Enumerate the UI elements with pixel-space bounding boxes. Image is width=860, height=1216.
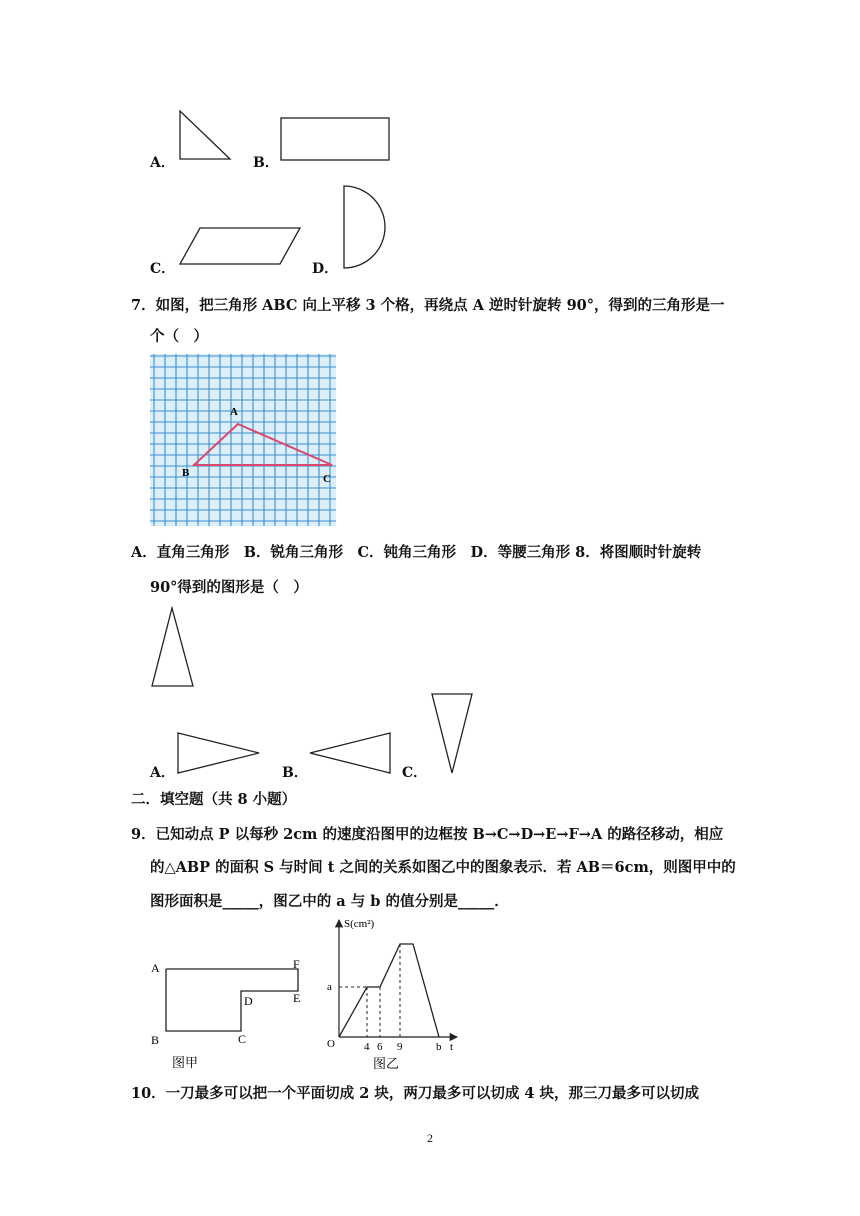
semicircle-shape [340, 183, 392, 271]
q10-line-1: 10．一刀最多可以把一个平面切成 2 块，两刀最多可以切成 4 块，那三刀最多可以切成 [131, 1085, 700, 1102]
page-number: 2 [427, 1131, 433, 1145]
tall-triangle-original [150, 606, 196, 690]
figure-yi [322, 914, 468, 1074]
jia-label-f: F [293, 957, 300, 971]
option-b-label: B． [253, 155, 279, 171]
option-d-label: D． [312, 261, 339, 277]
section-heading: 二．填空题（共 8 小题） [131, 791, 297, 808]
q8-option-a-label: A． [150, 765, 175, 781]
triangle-pointing-right [176, 731, 262, 775]
point-a-label: A [230, 406, 238, 418]
jia-label-d: D [244, 994, 253, 1008]
yi-caption: 图乙 [373, 1057, 400, 1072]
jia-label-b: B [151, 1033, 160, 1047]
jia-caption: 图甲 [172, 1056, 199, 1071]
q7-line-2: 个（ ） [150, 328, 208, 345]
triangle-pointing-left [308, 731, 394, 775]
q9-line-1: 9．已知动点 P 以每秒 2cm 的速度沿图甲的边框按 B→C→D→E→F→A 的路径移动，相应 [131, 826, 724, 843]
triangle-pointing-down [430, 692, 474, 776]
q8-option-b-label: B． [282, 765, 308, 781]
q8-option-c-label: C． [402, 765, 428, 781]
yi-y-axis-label: S(cm²) [344, 918, 375, 930]
rectangle-shape [280, 117, 392, 163]
triangle-shape [178, 108, 234, 164]
q9-line-2: 的△ABP 的面积 S 与时间 t 之间的关系如图乙中的图象表示．若 AB＝6cm，则图甲中的 [150, 859, 736, 876]
jia-label-a: A [151, 961, 160, 975]
grid-figure [150, 354, 336, 526]
option-a-label: A． [150, 155, 175, 171]
yi-tick-b: b [436, 1041, 442, 1053]
parallelogram-shape [178, 226, 304, 268]
yi-tick-4: 4 [364, 1041, 370, 1053]
yi-origin-label: O [327, 1038, 335, 1050]
jia-label-c: C [238, 1032, 247, 1046]
point-c-label: C [323, 473, 331, 485]
jia-label-e: E [293, 991, 301, 1005]
point-b-label: B [182, 467, 190, 479]
yi-tick-9: 9 [397, 1041, 403, 1053]
figure-jia [148, 955, 308, 1073]
q8-line-2: 90°得到的图形是（ ） [150, 579, 308, 596]
yi-a-label: a [327, 981, 332, 993]
q7-line-1: 7．如图，把三角形 ABC 向上平移 3 个格，再绕点 A 逆时针旋转 90°，得到的三角形是一 [131, 297, 725, 314]
q7-options-line: A．直角三角形 B．锐角三角形 C．钝角三角形 D．等腰三角形 8．将图顺时针旋转 [131, 544, 702, 561]
option-c-label: C． [150, 261, 176, 277]
yi-t-label: t [450, 1041, 454, 1053]
q9-line-3: 图形面积是_____，图乙中的 a 与 b 的值分别是_____． [150, 893, 509, 910]
yi-tick-6: 6 [377, 1041, 383, 1053]
